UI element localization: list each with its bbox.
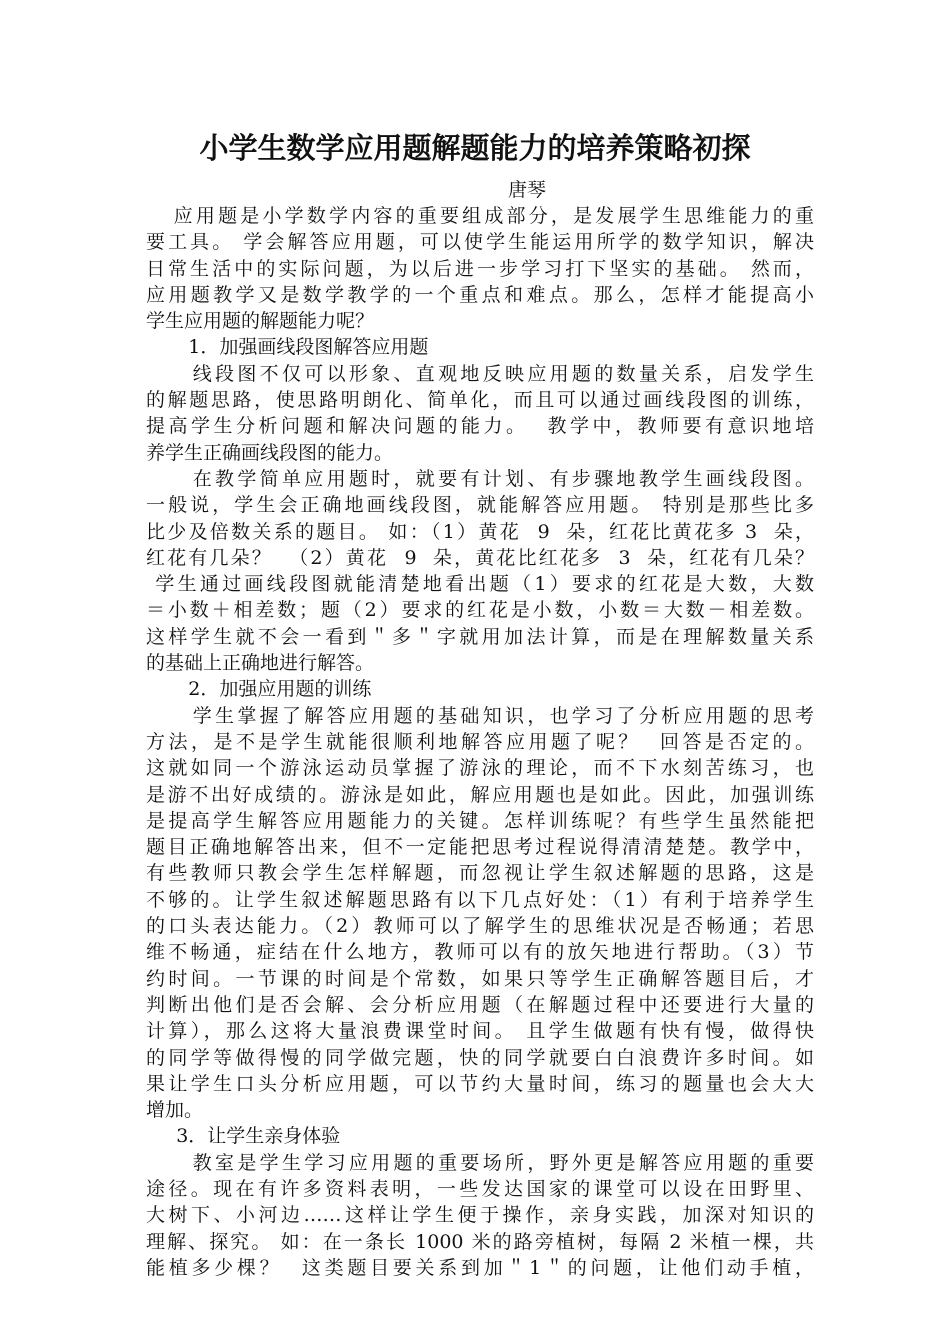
text-line: 的口头表达能力。（2）教师可以了解学生的思维状况是否畅通；若思 bbox=[146, 915, 814, 938]
section-heading: 1．加强画线段图解答应用题 bbox=[146, 336, 429, 359]
section-heading: 3．让学生亲身体验 bbox=[146, 1125, 341, 1148]
text-line: 题目正确地解答出来，但不一定能把思考过程说得清清楚楚。教学中， bbox=[146, 836, 814, 859]
author-name: 唐琴 bbox=[508, 179, 547, 201]
text-line: 计算），那么这将大量浪费课堂时间。 且学生做题有快有慢，做得快 bbox=[146, 1020, 814, 1043]
text-line: 的基础上正确地进行解答。 bbox=[146, 652, 375, 675]
text-line: 有些教师只教会学生怎样解题，而忽视让学生叙述解题的思路，这是 bbox=[146, 862, 814, 885]
text-line: 学生应用题的解题能力呢？ bbox=[146, 310, 375, 333]
text-line: 在教学简单应用题时，就要有计划、有步骤地教学生画线段图。 bbox=[146, 467, 814, 490]
text-line: 这就如同一个游泳运动员掌握了游泳的理论，而不下水刻苦练习，也 bbox=[146, 757, 814, 780]
text-line: 教室是学生学习应用题的重要场所，野外更是解答应用题的重要 bbox=[146, 1151, 814, 1174]
text-line: 日常生活中的实际问题，为以后进一步学习打下坚实的基础。 然而， bbox=[146, 257, 814, 280]
text-line: 不够的。让学生叙述解题思路有以下几点好处：（1）有利于培养学生 bbox=[146, 888, 814, 911]
text-line: 理解、探究。 如：在一条长 1000 米的路旁植树，每隔 2 米植一棵，共 bbox=[146, 1230, 814, 1253]
text-line: 学生通过画线段图就能清楚地看出题（1）要求的红花是大数，大数 bbox=[146, 573, 814, 596]
text-line: 这样学生就不会一看到＂多＂字就用加法计算，而是在理解数量关系 bbox=[146, 625, 814, 648]
text-line: 养学生正确画线段图的能力。 bbox=[146, 441, 394, 464]
text-line: 要工具。 学会解答应用题，可以使学生能运用所学的数学知识，解决 bbox=[146, 231, 814, 254]
article-body bbox=[146, 203, 814, 1281]
text-line: 应用题教学又是数学教学的一个重点和难点。那么，怎样才能提高小 bbox=[146, 283, 814, 306]
text-line: 学生掌握了解答应用题的基础知识，也学习了分析应用题的思考 bbox=[146, 704, 814, 727]
text-line: ＝小数＋相差数；题（2）要求的红花是小数，小数＝大数－相差数。 bbox=[146, 599, 814, 622]
text-line: 提高学生分析问题和解决问题的能力。 教学中，教师要有意识地培 bbox=[146, 415, 814, 438]
text-line: 线段图不仅可以形象、直观地反映应用题的数量关系，启发学生 bbox=[146, 362, 814, 385]
text-line: 能植多少棵？ 这类题目要关系到加＂1＂的问题，让他们动手植， bbox=[146, 1256, 814, 1279]
text-line: 红花有几朵？ （2）黄花 9 朵，黄花比红花多 3 朵，红花有几朵？ bbox=[146, 546, 814, 569]
text-line: 是提高学生解答应用题能力的关键。怎样训练呢？有些学生虽然能把 bbox=[146, 809, 814, 832]
text-line: 判断出他们是否会解、会分析应用题（在解题过程中还要进行大量的 bbox=[146, 993, 814, 1016]
text-line: 增加。 bbox=[146, 1099, 204, 1122]
text-line: 是游不出好成绩的。游泳是如此，解应用题也是如此。因此，加强训练 bbox=[146, 783, 814, 806]
text-line: 应用题是小学数学内容的重要组成部分，是发展学生思维能力的重 bbox=[146, 205, 814, 227]
text-line: 约时间。一节课的时间是个常数，如果只等学生正确解答题目后，才 bbox=[146, 967, 814, 990]
text-line: 果让学生口头分析应用题，可以节约大量时间，练习的题量也会大大 bbox=[146, 1072, 814, 1095]
text-line: 维不畅通，症结在什么地方，教师可以有的放矢地进行帮助。（3）节 bbox=[146, 941, 814, 964]
document-title: 小学生数学应用题解题能力的培养策略初探 bbox=[199, 131, 751, 165]
text-line: 的解题思路，使思路明朗化、简单化，而且可以通过画线段图的训练， bbox=[146, 389, 814, 412]
text-line: 一般说，学生会正确地画线段图，就能解答应用题。 特别是那些比多 bbox=[146, 494, 814, 517]
text-line: 方法，是不是学生就能很顺利地解答应用题了呢？ 回答是否定的。 bbox=[146, 730, 814, 753]
text-line: 大树下、小河边……这样让学生便于操作，亲身实践，加深对知识的 bbox=[146, 1204, 814, 1227]
text-line: 途径。现在有许多资料表明，一些发达国家的课堂可以设在田野里、 bbox=[146, 1177, 814, 1200]
text-line: 的同学等做得慢的同学做完题，快的同学就要白白浪费许多时间。如 bbox=[146, 1046, 814, 1069]
text-line: 比少及倍数关系的题目。 如：（1）黄花 9 朵，红花比黄花多 3 朵， bbox=[146, 520, 814, 543]
section-heading: 2．加强应用题的训练 bbox=[146, 678, 372, 701]
